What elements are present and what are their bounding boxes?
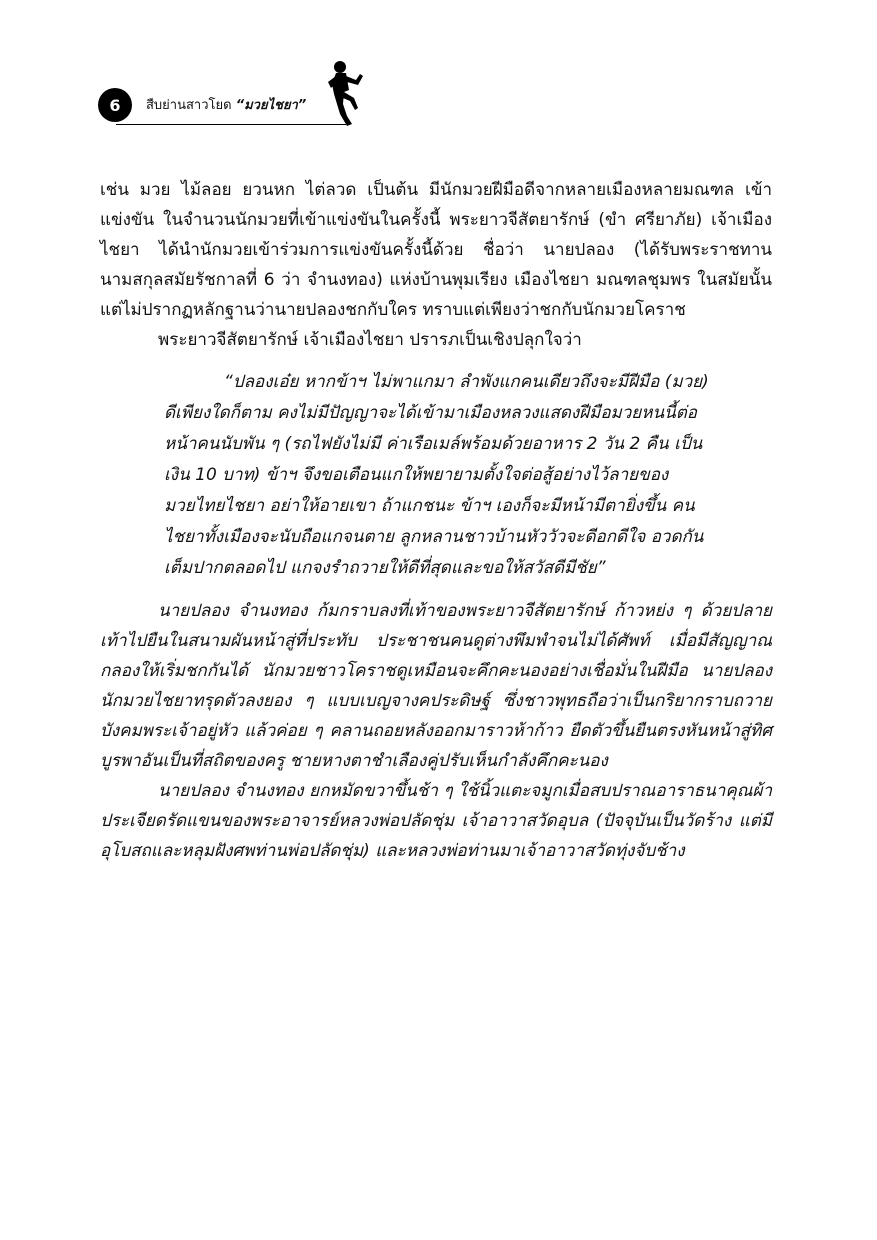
page-body <box>100 175 772 866</box>
paragraph-2: พระยาวจีสัตยารักษ์ เจ้าเมืองไชยา ปรารภเป็นเชิงปลุกใจว่า <box>158 330 582 350</box>
paragraph-4: นายปลอง จำนงทอง ยกหมัดขวาขึ้นช้า ๆ ใช้นิ้วแตะจมูกเมื่อสบปราณอาราธนาคุณผ้าประเจียดรัดแขนของพระอาจารย์หลวงพ่อปลัดชุ่ม เจ้าอาวาสวัดอุบล (ปัจจุบันเป็นวัดร้าง แต่มีอุโบสถและหลุมฝังศพท่านพ่อปลัดชุ่ม) และหลวงพ่อท่านมาเจ้าอาวาสวัดทุ่งจับช้าง <box>100 781 772 861</box>
paragraph-3: นายปลอง จำนงทอง ก้มกราบลงที่เท้าของพระยาวจีสัตยารักษ์ ก้าวหย่ง ๆ ด้วยปลายเท้าไปยืนในสนามผันหน้าสู่ที่ประทับ ประชาชนคนดูต่างพึมพำจนไม่ได้ศัพท์ เมื่อมีสัญญาณกลองให้เริ่มชกกันได้ นักมวยชาวโคราชดูเหมือนจะคึกคะนองอย่างเชื่อมั่นในฝีมือ นายปลองนักมวยไชยาทรุดตัวลงยอง ๆ แบบเบญจางคประดิษฐ์ ซึ่งชาวพุทธถือว่าเป็นกริยากราบถวายบังคมพระเจ้าอยู่หัว แล้วค่อย ๆ คลานถอยหลังออกมาราวห้าก้าว ยืดตัวขึ้นยืนตรงหันหน้าสู่ทิศบูรพาอันเป็นที่สถิตของครู ชายหางตาชำเลืองคู่ปรับเห็นกำลังคึกคะนอง <box>100 601 772 771</box>
header-rule <box>116 124 346 125</box>
header-title-emphasis: “มวยไชยา” <box>235 98 307 113</box>
page-number-badge: 6 <box>98 88 132 122</box>
header-title <box>146 94 306 115</box>
header-title-prefix: สืบย่านสาวโยด <box>146 98 232 113</box>
quote-block: “ปลองเอ๋ย หากข้าฯ ไม่พาแกมา ลำพังแกคนเดียวถึงจะมีฝีมือ (มวย) ดีเพียงใดก็ตาม คงไม่มีปัญญาจะได้เข้ามาเมืองหลวงแสดงฝีมือมวยหนนี้ต่อหน้าคนนับพัน ๆ (รถไฟยังไม่มี ค่าเรือเมล์พร้อมด้วยอาหาร 2 วัน 2 คืน เป็นเงิน 10 บาท) ข้าฯ จึงขอเตือนแกให้พยายามตั้งใจต่อสู้อย่างไว้ลายของมวยไทยไชยา อย่าให้อายเขา ถ้าแกชนะ ข้าฯ เองก็จะมีหน้ามีตายิ่งขึ้น คนไชยาทั้งเมืองจะนับถือแกจนตาย ลูกหลานชาวบ้านหัววัวจะดีอกดีใจ อวดกันเต็มปากตลอดไป แกจงรำถวายให้ดีที่สุดและขอให้สวัสดีมีชัย” <box>164 372 709 578</box>
running-header <box>98 60 378 130</box>
fighter-silhouette-icon <box>322 60 364 126</box>
paragraph-1: เช่น มวย ไม้ลอย ยวนหก ไต่ลวด เป็นต้น มีนักมวยฝีมือดีจากหลายเมืองหลายมณฑล เข้าแข่งขัน ในจำนวนนักมวยที่เข้าแข่งขันในครั้งนี้ พระยาวจีสัตยารักษ์ (ขำ ศรียาภัย) เจ้าเมืองไชยา ได้นำนักมวยเข้าร่วมการแข่งขันครั้งนี้ด้วย ชื่อว่า นายปลอง (ได้รับพระราชทานนามสกุลสมัยรัชกาลที่ 6 ว่า จำนงทอง) แห่งบ้านพุมเรียง เมืองไชยา มณฑลชุมพร ในสมัยนั้น แต่ไม่ปรากฏหลักฐานว่านายปลองชกกับใคร ทราบแต่เพียงว่าชกกับนักมวยโคราช <box>100 180 772 320</box>
